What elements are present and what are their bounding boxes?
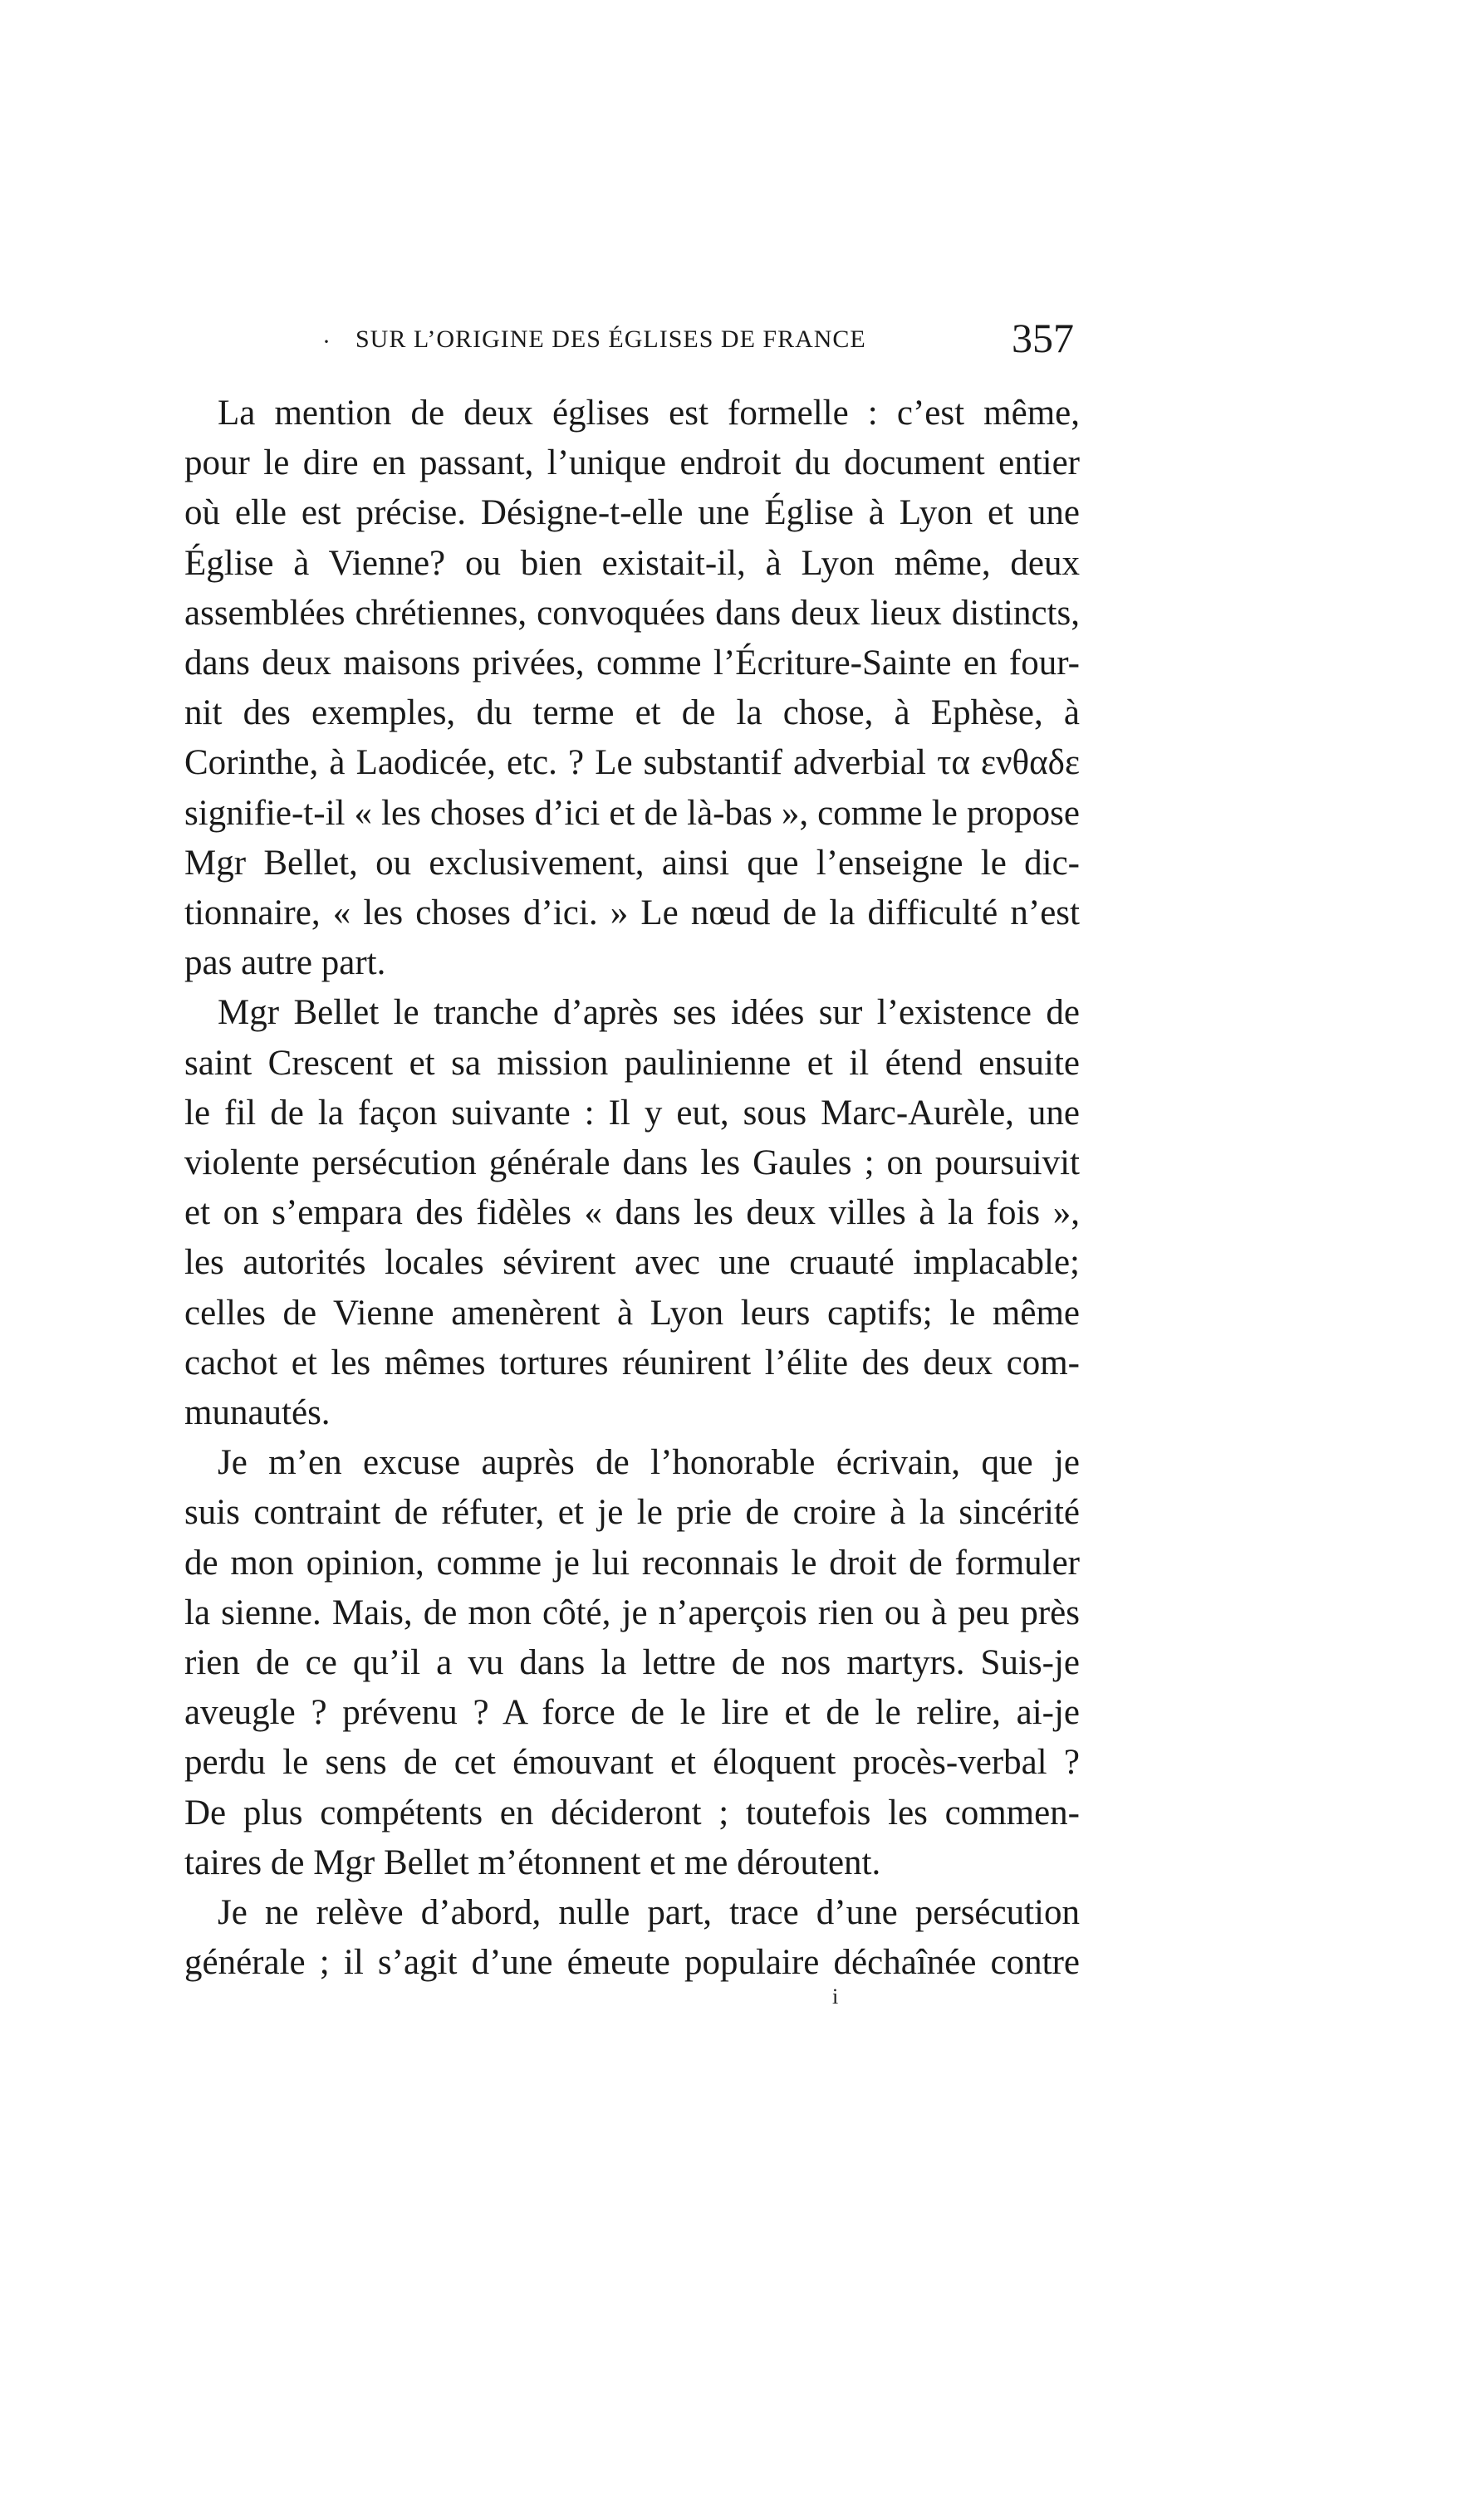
page-number: 357 <box>1012 315 1074 361</box>
text-line: La mention de deux églises est formelle : c’est même, <box>218 394 1080 433</box>
running-header-title: SUR L’ORIGINE DES ÉGLISES DE FRANCE <box>355 325 866 353</box>
text-line: tionnaire, « les choses d’ici. » Le nœud de la difficulté n’est <box>184 893 1080 932</box>
text-line: taires de Mgr Bellet m’étonnent et me déroutent. <box>184 1842 881 1882</box>
text-line: et on s’empara des fidèles « dans les deux villes à la fois », <box>184 1193 1080 1233</box>
text-line: Je ne relève d’abord, nulle part, trace d’une persécution <box>218 1893 1080 1932</box>
text-line: saint Crescent et sa mission paulinienne et il étend ensuite <box>184 1043 1080 1083</box>
text-line: cachot et les mêmes tortures réunirent l’élite des deux com- <box>184 1343 1080 1382</box>
text-line: générale ; il s’agit d’une émeute populaire déchaînée contre <box>184 1943 1080 1983</box>
text-line: perdu le sens de cet émouvant et éloquent procès-verbal ? <box>184 1743 1080 1783</box>
text-line: suis contraint de réfuter, et je le prie de croire à la sincérité <box>184 1493 1080 1533</box>
text-line: aveugle ? prévenu ? A force de le lire et de le relire, ai-je <box>184 1693 1080 1733</box>
text-line: le fil de la façon suivante : Il y eut, sous Marc-Aurèle, une <box>184 1093 1080 1133</box>
text-line: Mgr Bellet, ou exclusivement, ainsi que l’enseigne le dic- <box>184 843 1080 883</box>
text-line: rien de ce qu’il a vu dans la lettre de nos martyrs. Suis-je <box>184 1643 1080 1682</box>
text-line: celles de Vienne amenèrent à Lyon leurs captifs; le même <box>184 1293 1080 1333</box>
header-bullet: · <box>322 328 331 355</box>
text-line: munautés. <box>184 1393 331 1432</box>
text-line: où elle est précise. Désigne-t-elle une Église à Lyon et une <box>184 493 1080 533</box>
text-line: nit des exemples, du terme et de la chose, à Ephèse, à <box>184 693 1080 733</box>
text-line: de mon opinion, comme je lui reconnais le droit de formuler <box>184 1543 1080 1583</box>
text-line: les autorités locales sévirent avec une cruauté implacable; <box>184 1243 1080 1283</box>
text-line: Corinthe, à Laodicée, etc. ? Le substantif adverbial τα ενθαδε <box>184 743 1080 783</box>
text-line: signifie-t-il « les choses d’ici et de là-bas », comme le propose <box>184 793 1080 833</box>
signature-mark: i <box>832 1984 839 2009</box>
text-line: Je m’en excuse auprès de l’honorable écrivain, que je <box>218 1443 1080 1483</box>
text-line: Mgr Bellet le tranche d’après ses idées sur l’existence de <box>218 993 1080 1033</box>
text-line: violente persécution générale dans les Gaules ; on poursuivit <box>184 1143 1080 1182</box>
text-line: la sienne. Mais, de mon côté, je n’aperçois rien ou à peu près <box>184 1593 1080 1632</box>
text-line: pas autre part. <box>184 943 386 983</box>
text-line: Église à Vienne? ou bien existait-il, à Lyon même, deux <box>184 543 1080 583</box>
text-line: assemblées chrétiennes, convoquées dans deux lieux distincts, <box>184 593 1080 633</box>
text-line: De plus compétents en décideront ; toutefois les commen- <box>184 1793 1080 1833</box>
text-line: dans deux maisons privées, comme l’Écriture-Sainte en four- <box>184 643 1080 683</box>
text-line: pour le dire en passant, l’unique endroit du document entier <box>184 443 1080 483</box>
